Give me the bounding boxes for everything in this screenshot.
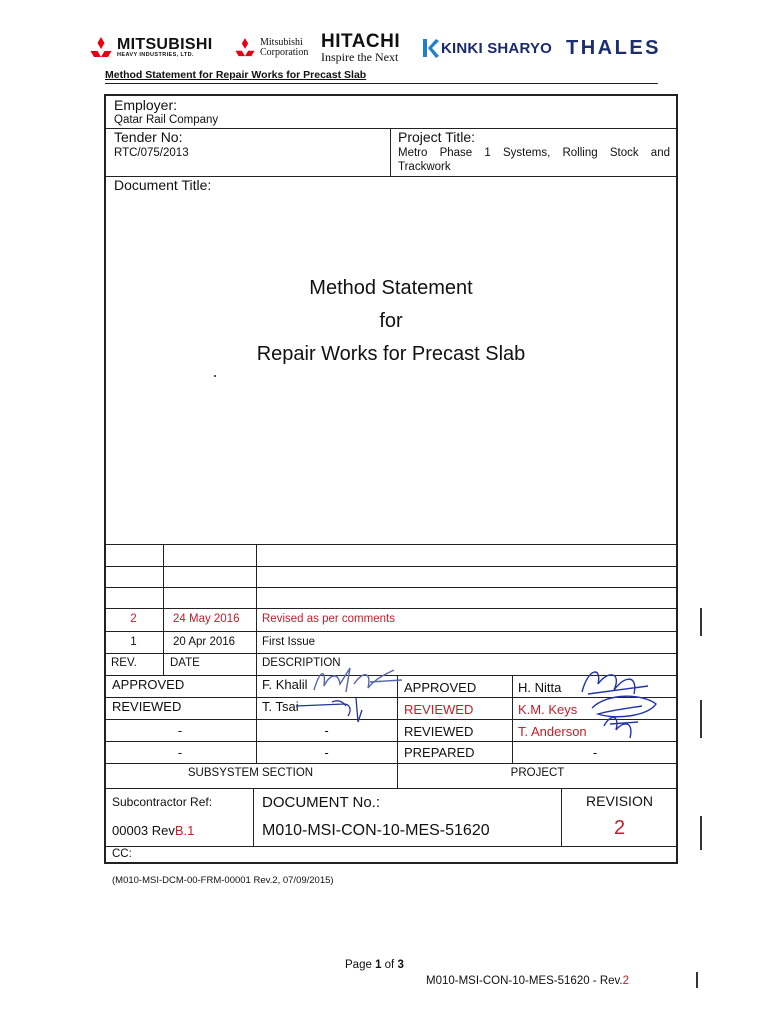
page-current: 1 (375, 959, 382, 971)
approval-role-left: - (177, 723, 183, 738)
approval-role-right: APPROVED (404, 680, 477, 695)
mc-line2: Corporation (260, 47, 309, 58)
header-rule (105, 83, 658, 84)
logo-row (88, 30, 688, 66)
approval-role-left: APPROVED (112, 677, 185, 692)
mitsubishi-corporation-logo (233, 30, 308, 66)
hitachi-tagline: Inspire the Next (321, 50, 399, 64)
tender-label: Tender No: (114, 129, 183, 145)
document-header-title: Method Statement for Repair Works for Precast Slab (105, 69, 367, 81)
subsystem-section-label: SUBSYSTEM SECTION (187, 767, 314, 779)
mhi-name: MITSUBISHI (117, 36, 213, 53)
form-reference: (M010-MSI-DCM-00-FRM-00001 Rev.2, 07/09/2015) (112, 875, 334, 886)
divider (104, 631, 678, 632)
divider (256, 544, 257, 675)
date-column-header: DATE (170, 657, 200, 669)
speck (214, 375, 216, 377)
page-mid: of (381, 959, 398, 971)
divider (104, 846, 678, 847)
divider (104, 128, 678, 129)
document-no-label: DOCUMENT No.: (262, 794, 381, 811)
document-title-line1: Method Statement (309, 277, 473, 299)
approval-role-right: PREPARED (404, 745, 475, 760)
mc-line1: Mitsubishi (260, 37, 303, 48)
approval-role-right: REVIEWED (404, 724, 474, 739)
divider (104, 788, 678, 789)
subcontractor-ref-label: Subcontractor Ref: (112, 795, 213, 809)
footer-doc-ref (426, 975, 629, 987)
revision-row-date: 24 May 2016 (173, 613, 240, 625)
project-label: Project Title: (398, 129, 476, 145)
page-prefix: Page (345, 959, 376, 971)
document-title-line2: for (379, 310, 403, 332)
thales-name: THALES (566, 36, 661, 59)
divider (163, 544, 164, 675)
divider (104, 566, 678, 567)
kinki-sharyo-logo (421, 30, 552, 66)
employer-value: Qatar Rail Company (114, 114, 219, 126)
divider (104, 608, 678, 609)
mitsubishi-corp-diamonds-icon (233, 38, 257, 58)
subcontractor-ref-suffix: B.1 (174, 823, 195, 838)
subcontractor-ref-prefix: 00003 Rev (112, 823, 175, 838)
approval-name-left: F. Khalil (262, 677, 308, 692)
approval-role-right: REVIEWED (404, 702, 474, 717)
kinki-name: KINKI SHARYO (441, 39, 553, 57)
approval-role-left: - (177, 745, 183, 760)
revision-row-rev: 2 (130, 613, 137, 625)
rev-column-header: REV. (111, 657, 137, 669)
mitsubishi-heavy-industries-logo (88, 30, 212, 66)
hitachi-name: HITACHI (321, 31, 401, 52)
page-number (345, 959, 404, 971)
divider (104, 587, 678, 588)
divider (104, 544, 678, 545)
project-value-line1: Metro Phase 1 Systems, Rolling Stock and (398, 147, 670, 159)
revision-row-description: First Issue (262, 636, 316, 648)
approval-role-left: REVIEWED (112, 699, 182, 714)
revision-value: 2 (613, 817, 626, 839)
approval-name-right: - (592, 745, 598, 760)
signature-tsai-icon (294, 696, 374, 724)
change-bar (700, 608, 702, 636)
change-bar (696, 972, 698, 988)
tender-value: RTC/075/2013 (114, 147, 189, 159)
kinki-k-icon (421, 37, 439, 59)
signature-khalil-icon (310, 664, 410, 698)
change-bar (700, 700, 702, 738)
project-value-line2: Trackwork (398, 161, 451, 173)
approval-name-left: - (324, 723, 329, 738)
document-title-line3: Repair Works for Precast Slab (256, 343, 526, 365)
divider (104, 653, 678, 654)
change-bar (700, 816, 702, 850)
divider (253, 788, 254, 846)
hitachi-logo (321, 30, 400, 66)
page-total: 3 (397, 959, 404, 971)
document-title-label: Document Title: (114, 177, 212, 193)
mitsubishi-diamonds-icon (88, 37, 114, 59)
approval-name-right: H. Nitta (518, 680, 562, 695)
approval-name-right: T. Anderson (518, 724, 587, 739)
revision-row-rev: 1 (130, 636, 137, 648)
footer-doc-ref-text: M010-MSI-CON-10-MES-51620 - Rev. (426, 975, 623, 987)
subcontractor-ref-value (112, 823, 194, 838)
mhi-sub: HEAVY INDUSTRIES, LTD. (117, 52, 194, 58)
approval-name-left: T. Tsai (262, 699, 299, 714)
divider (390, 128, 391, 176)
approval-name-right: K.M. Keys (518, 702, 578, 717)
approval-name-left: - (324, 745, 329, 760)
document-no-value: M010-MSI-CON-10-MES-51620 (262, 822, 490, 839)
employer-label: Employer: (114, 97, 178, 113)
footer-doc-rev: 2 (622, 975, 630, 987)
thales-logo (566, 30, 661, 66)
signature-reviewers-icon (568, 664, 668, 746)
project-section-label: PROJECT (510, 767, 565, 779)
revision-row-description: Revised as per comments (262, 613, 395, 625)
divider (104, 763, 678, 764)
description-column-header: DESCRIPTION (262, 657, 341, 669)
revision-row-date: 20 Apr 2016 (173, 636, 236, 648)
revision-label: REVISION (586, 793, 653, 809)
cc-label: CC: (112, 848, 132, 860)
